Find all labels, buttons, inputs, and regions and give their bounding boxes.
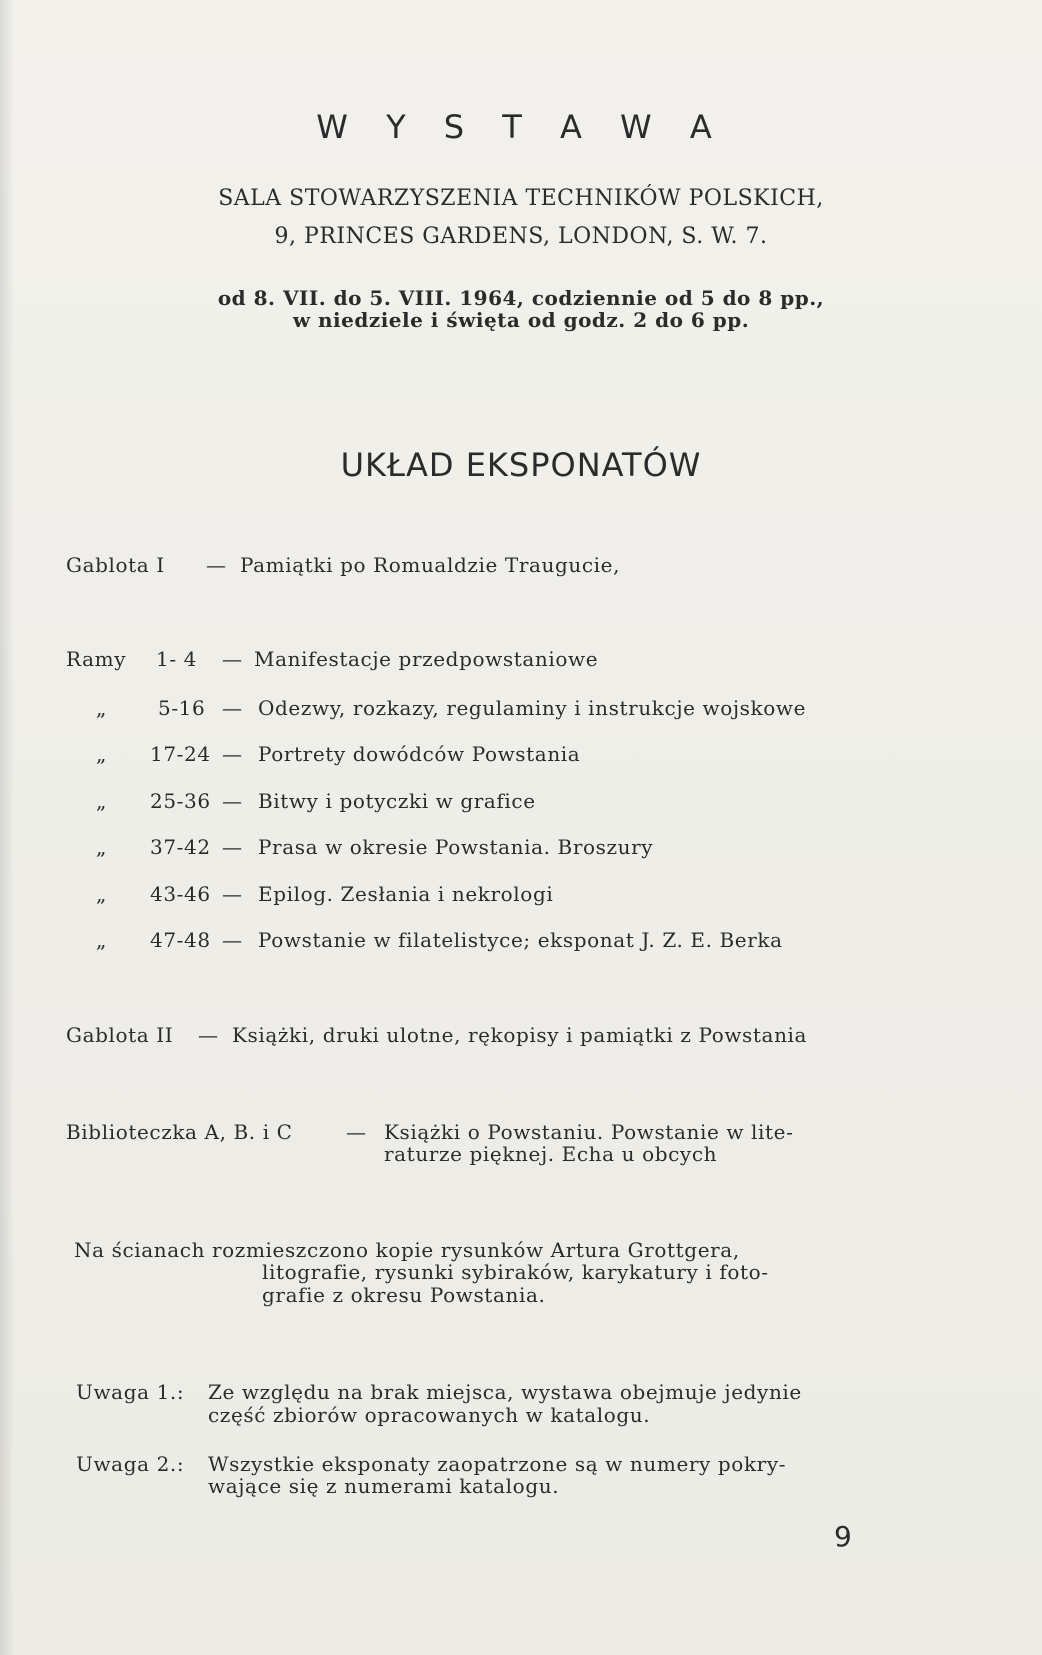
ramy-row-range: 17-24 xyxy=(150,742,211,766)
dates-line-2: w niedziele i święta od godz. 2 do 6 pp. xyxy=(292,308,750,332)
venue-line-2: 9, PRINCES GARDENS, LONDON, S. W. 7. xyxy=(274,224,768,249)
ramy-row-description: Prasa w okresie Powstania. Broszury xyxy=(258,835,654,859)
gablota-1-dash: — xyxy=(206,553,227,577)
note-1-label: Uwaga 1.: xyxy=(76,1380,185,1404)
walls-line-3: grafie z okresu Powstania. xyxy=(262,1283,546,1307)
note-2-line-2: wające się z numerami katalogu. xyxy=(208,1474,560,1498)
note-2-label: Uwaga 2.: xyxy=(76,1452,185,1476)
page-number: 9 xyxy=(834,1520,852,1553)
ramy-row-ditto: „ xyxy=(96,742,107,766)
ramy-row-ditto: „ xyxy=(96,882,107,906)
biblioteczka-dash: — xyxy=(346,1120,367,1144)
ramy-row-dash: — xyxy=(222,647,243,671)
ramy-row-description: Odezwy, rozkazy, regulaminy i instrukcje wojskowe xyxy=(258,696,807,720)
biblioteczka-description-line-2: raturze pięknej. Echa u obcych xyxy=(384,1142,718,1166)
ramy-row-dash: — xyxy=(222,928,243,952)
biblioteczka-description-line-1: Książki o Powstaniu. Powstanie w lite- xyxy=(384,1120,794,1144)
ramy-row-description: Epilog. Zesłania i nekrologi xyxy=(258,882,554,906)
note-2-line-1: Wszystkie eksponaty zaopatrzone są w numery pokry- xyxy=(208,1452,787,1476)
walls-line-1: Na ścianach rozmieszczono kopie rysunków Artura Grottgera, xyxy=(74,1238,740,1262)
gablota-2-label: Gablota II xyxy=(66,1023,174,1047)
ramy-row-range: 43-46 xyxy=(150,882,211,906)
ramy-row-description: Portrety dowódców Powstania xyxy=(258,742,581,766)
ramy-label: Ramy xyxy=(66,647,127,671)
section-title: UKŁAD EKSPONATÓW xyxy=(340,446,702,484)
biblioteczka-label: Biblioteczka A, B. i C xyxy=(66,1120,293,1144)
ramy-row-ditto: „ xyxy=(96,835,107,859)
ramy-row-range: 37-42 xyxy=(150,835,211,859)
gablota-2-dash: — xyxy=(198,1023,219,1047)
ramy-row-description: Bitwy i potyczki w grafice xyxy=(258,789,536,813)
ramy-row-range: 25-36 xyxy=(150,789,211,813)
ramy-row-dash: — xyxy=(222,696,243,720)
exhibition-title: W Y S T A W A xyxy=(316,108,726,146)
note-1-line-2: część zbiorów opracowanych w katalogu. xyxy=(208,1403,651,1427)
walls-line-2: litografie, rysunki sybiraków, karykatury i foto- xyxy=(262,1260,769,1284)
ramy-row-dash: — xyxy=(222,742,243,766)
ramy-row-range: 5-16 xyxy=(158,696,206,720)
ramy-row-dash: — xyxy=(222,882,243,906)
dates-line-1: od 8. VII. do 5. VIII. 1964, codziennie od 5 do 8 pp., xyxy=(217,286,825,310)
gablota-1-description: Pamiątki po Romualdzie Traugucie, xyxy=(240,553,621,577)
ramy-row-range: 1- 4 xyxy=(156,647,197,671)
ramy-row-ditto: „ xyxy=(96,696,107,720)
ramy-row-dash: — xyxy=(222,789,243,813)
ramy-row-description: Powstanie w filatelistyce; eksponat J. Z. E. Berka xyxy=(258,928,783,952)
venue-line-1: SALA STOWARZYSZENIA TECHNIKÓW POLSKICH, xyxy=(218,186,824,211)
note-1-line-1: Ze względu na brak miejsca, wystawa obejmuje jedynie xyxy=(208,1380,802,1404)
ramy-row-dash: — xyxy=(222,835,243,859)
ramy-row-description: Manifestacje przedpowstaniowe xyxy=(254,647,599,671)
ramy-row-ditto: „ xyxy=(96,789,107,813)
gablota-1-label: Gablota I xyxy=(66,553,165,577)
ramy-row-range: 47-48 xyxy=(150,928,211,952)
gablota-2-description: Książki, druki ulotne, rękopisy i pamiątki z Powstania xyxy=(232,1023,808,1047)
ramy-row-ditto: „ xyxy=(96,928,107,952)
